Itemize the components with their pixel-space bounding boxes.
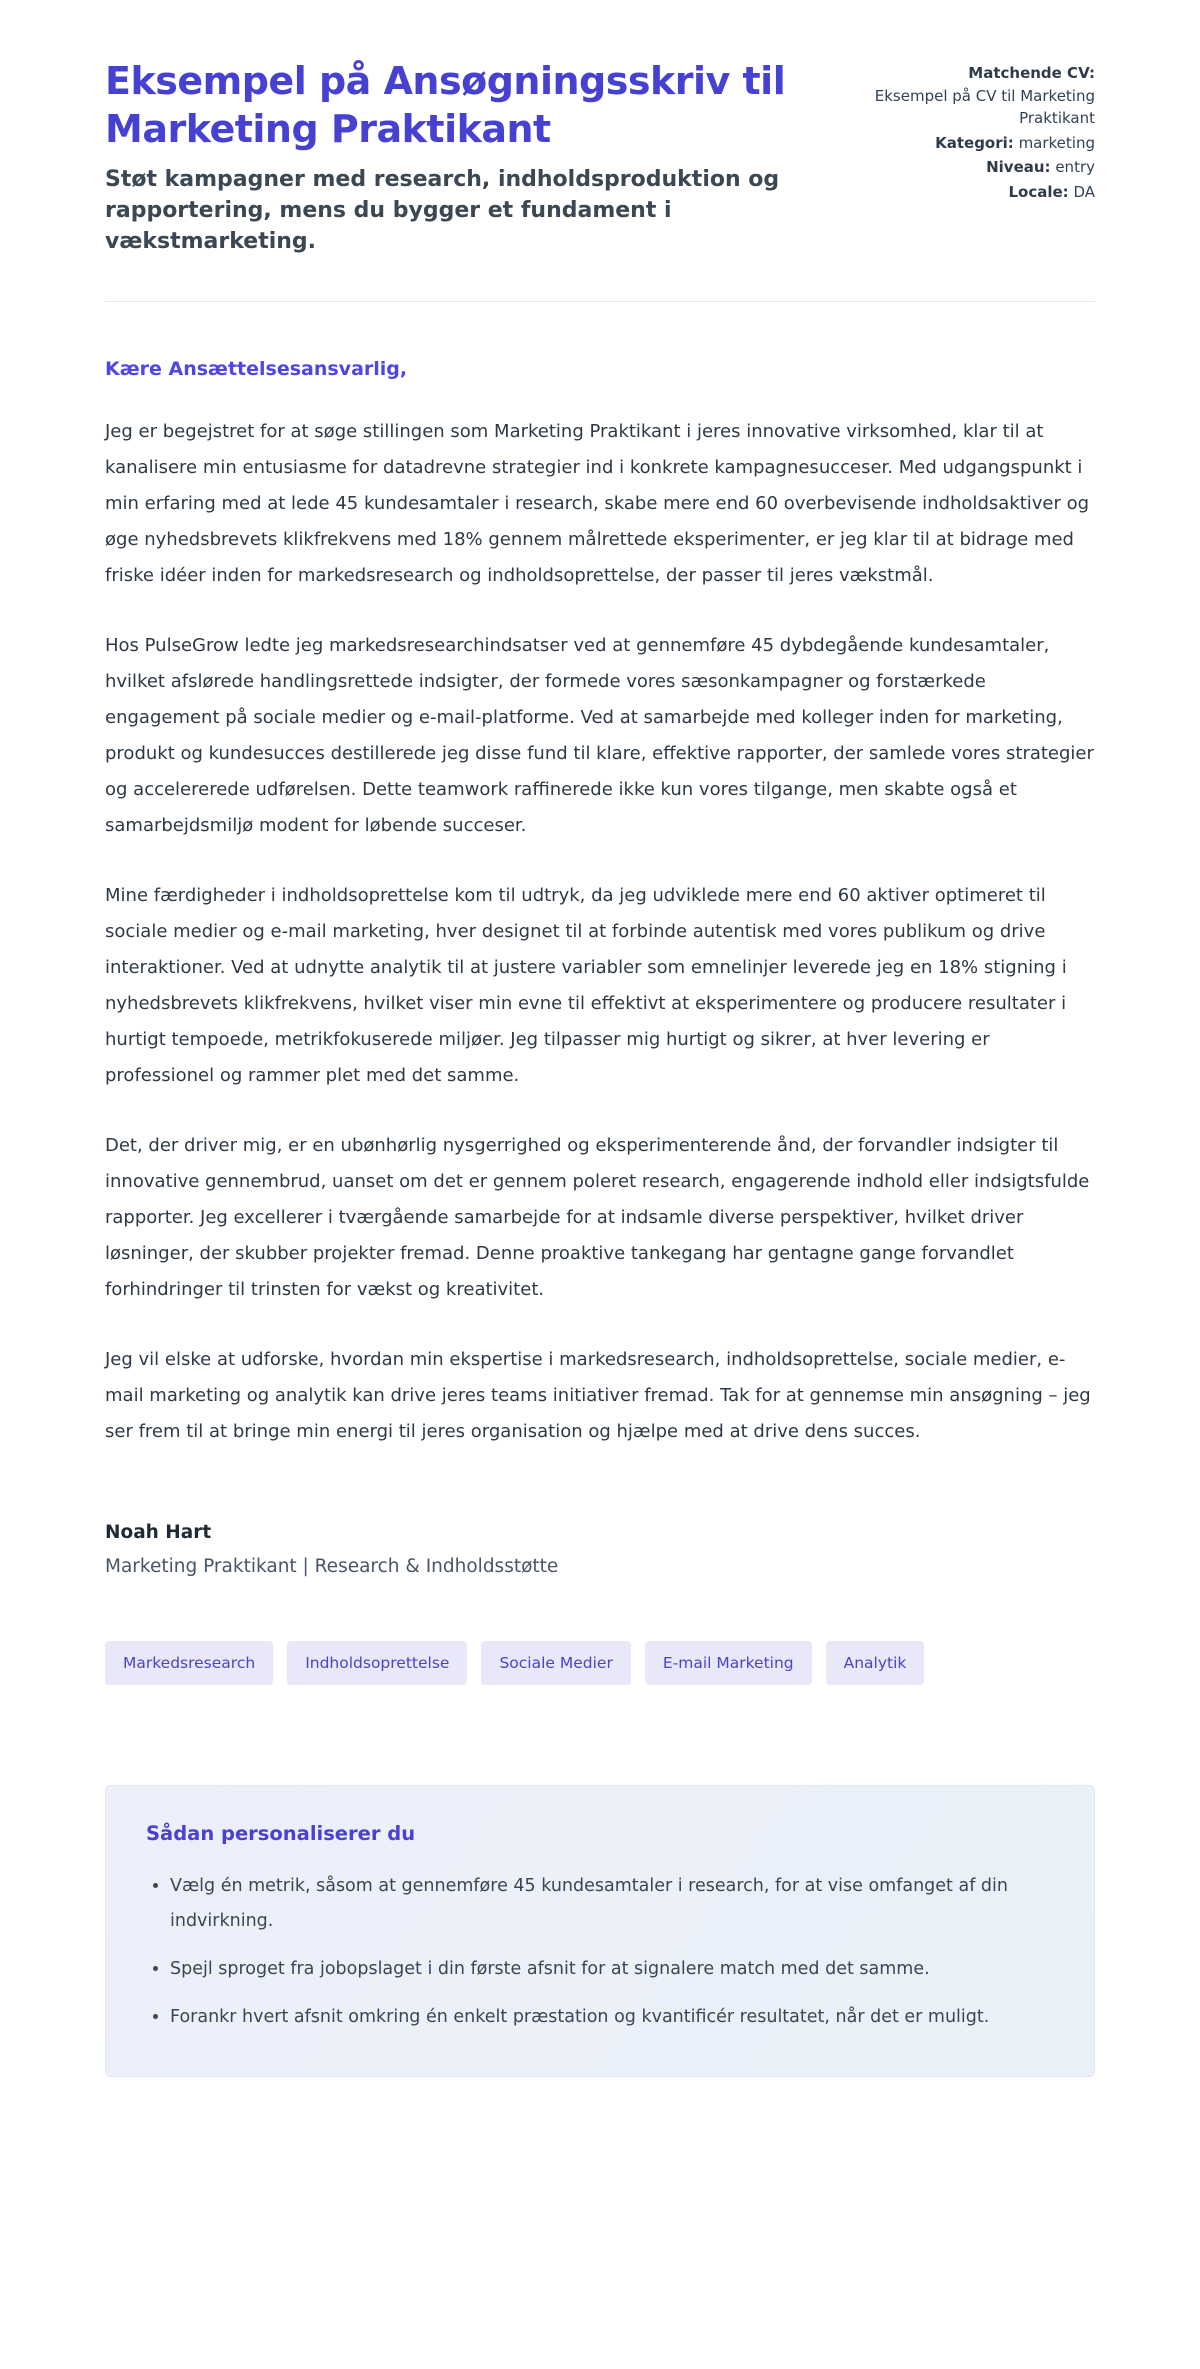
callout-title: Sådan personaliserer du [146,1822,416,1846]
letter-paragraph: Mine færdigheder i indholdsoprettelse kom til udtryk, da jeg udviklede mere end 60 aktiver optimeret til sociale medier og e-mail marketing, hver designet til at forbinde autentisk med vores publikum og drive interaktioner. Ved at udnytte analytik til at justere variabler som emnelinjer leverede jeg en 18% stigning i nyhedsbrevets klikfrekvens, hvilket viser min evne til effektivt at eksperimentere og producere resultater i hurtigt tempoede, metrikfokuserede miljøer. Jeg tilpasser mig hurtigt og sikrer, at hver levering er professionel og rammer plet med det samme. [105,885,1067,1087]
callout-bullet: • Vælg én metrik, såsom at gennemføre 45 kundesamtaler i research, for at vise omfanget af din indvirkning. [170,1869,1054,1937]
skill-tag-indholdsoprettelse: Indholdsoprettelse [287,1641,467,1685]
callout-bullet: • Spejl sproget fra jobopslaget i din første afsnit for at signalere match med det samme. [170,1952,1054,1986]
skill-tag-sociale-medier: Sociale Medier [481,1641,630,1685]
signature-role: Marketing Praktikant | Research & Indholdsstøtte [105,1556,559,1578]
meta-category-label: Kategori: [935,133,1014,152]
letter-paragraph: Jeg er begejstret for at søge stillingen som Marketing Praktikant i jeres innovative virksomhed, klar til at kanalisere min entusiasme for datadrevne strategier ind i konkrete kampagnesucceser. Med udgangspunkt i min erfaring med at lede 45 kundesamtaler i research, skabe mere end 60 overbevisende indholdsaktiver og øge nyhedsbrevets klikfrekvens med 18% gennem målrettede eksperimenter, er jeg klar til at bidrage med friske idéer inden for markedsresearch og indholdsoprettelse, der passer til jeres vækstmål. [105,421,1090,587]
page-title: Eksempel på Ansøgningsskriv til Marketing Praktikant [105,59,786,151]
skill-tags [105,1641,1095,1685]
skill-tag-markedsresearch: Markedsresearch [105,1641,273,1685]
signature-name: Noah Hart [105,1522,212,1544]
personalization-callout [105,1785,1095,2077]
header-divider [105,301,1095,302]
skill-tag-email-marketing: E-mail Marketing [645,1641,812,1685]
meta-category-value: marketing [1018,133,1095,152]
meta-level-label: Niveau: [986,158,1051,176]
letter-body [105,358,1095,2077]
signature-block [105,1522,1095,1577]
letter-greeting: Kære Ansættelsesansvarlig, [105,358,408,381]
header-title-block [105,58,825,257]
metadata-block [855,58,1095,205]
letter-paragraph: Jeg vil elske at udforske, hvordan min ekspertise i markedsresearch, indholdsoprettelse, sociale medier, e-mail marketing og analytik kan drive jeres teams initiativer fremad. Tak for at gennemse min ansøgning – jeg ser frem til at bringe min energi til jeres organisation og hjælpe med at drive dens succes. [105,1349,1091,1443]
page-header [105,58,1095,257]
letter-paragraph: Det, der driver mig, er en ubønhørlig nysgerrighed og eksperimenterende ånd, der forvandler indsigter til innovative gennembrud, uanset om det er gennem poleret research, engagerende indhold eller indsigtsfulde rapporter. Jeg excellerer i tværgående samarbejde for at indsamle diverse perspektiver, hvilket driver løsninger, der skubber projekter fremad. Denne proaktive tankegang har gentagne gange forvandlet forhindringer til trinsten for vækst og kreativitet. [105,1135,1090,1301]
callout-bullet-list [146,1869,1054,2034]
meta-matching-cv [855,62,1095,130]
meta-locale-value: DA [1073,182,1095,201]
skill-tag-analytik: Analytik [826,1641,925,1685]
meta-level [855,156,1095,179]
page-subtitle: Støt kampagner med research, indholdsproduktion og rapportering, mens du bygger et fundament i vækstmarketing. [105,167,780,254]
meta-level-value: entry [1055,158,1095,176]
meta-matching-cv-value: Eksempel på CV til Marketing Praktikant [874,86,1095,127]
meta-locale [855,181,1095,204]
meta-matching-cv-label: Matchende CV: [968,64,1095,82]
meta-category [855,132,1095,155]
callout-bullet: • Forankr hvert afsnit omkring én enkelt præstation og kvantificér resultatet, når det er muligt. [170,2000,1054,2034]
meta-locale-label: Locale: [1008,182,1069,201]
letter-paragraph: Hos PulseGrow ledte jeg markedsresearchindsatser ved at gennemføre 45 dybdegående kundesamtaler, hvilket afslørede handlingsrettede indsigter, der formede vores sæsonkampagner og forstærkede engagement på sociale medier og e-mail-platforme. Ved at samarbejde med kolleger inden for marketing, produkt og kundesucces destillerede jeg disse fund til klare, effektive rapporter, der samlede vores strategier og accelererede udførelsen. Dette teamwork raffinerede ikke kun vores tilgange, men skabte også et samarbejdsmiljø modent for løbende succeser. [105,635,1094,837]
